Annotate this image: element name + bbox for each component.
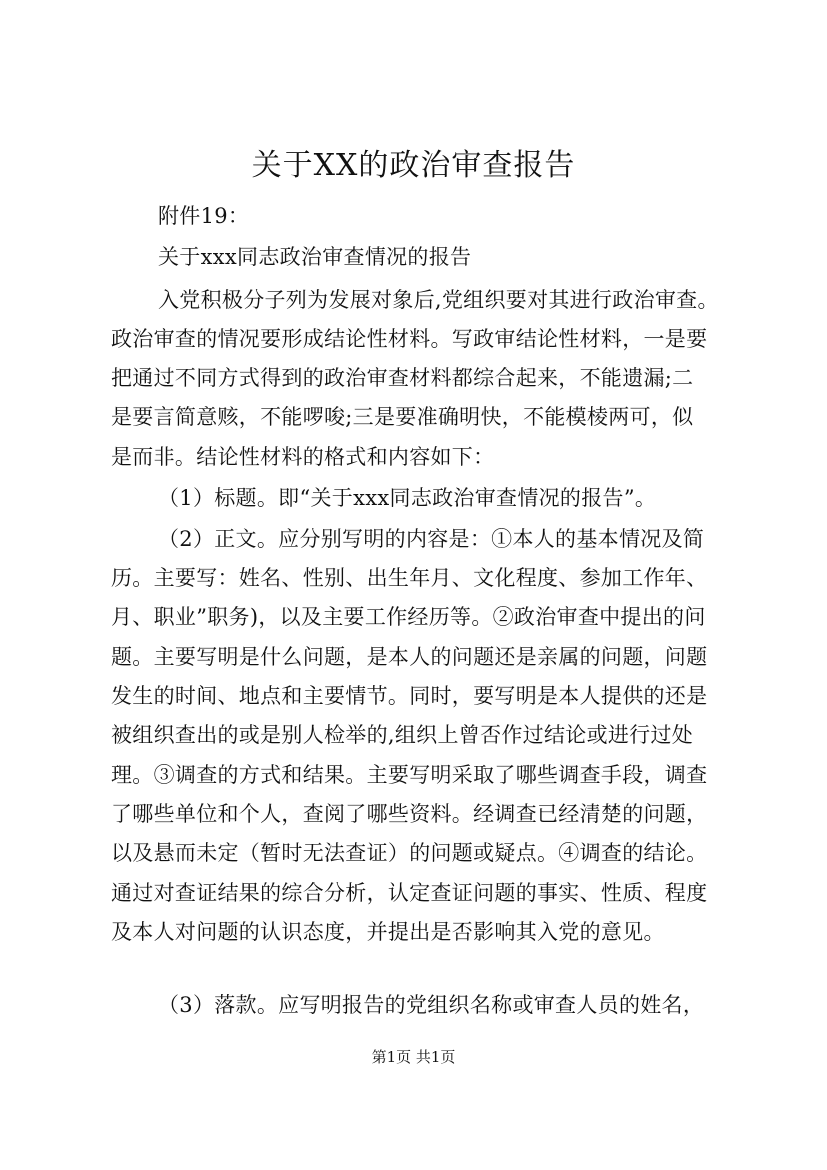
paragraph-line: （2）正文。应分别写明的内容是：①本人的基本情况及简 (158, 527, 705, 551)
paragraph-line: 把通过不同方式得到的政治审查材料都综合起来，不能遗漏;二 (111, 366, 694, 390)
paragraph-line: （3）落款。应写明报告的党组织名称或审查人员的姓名， (158, 993, 705, 1017)
paragraph-line: 理。③调查的方式和结果。主要写明采取了哪些调查手段，调查 (111, 763, 708, 787)
attachment-label: 附件19： (158, 204, 250, 228)
paragraph-line: 被组织查出的或是别人检举的,组织上曾否作过结论或进行过处 (111, 723, 694, 747)
paragraph-line: 了哪些单位和个人，查阅了哪些资料。经调查已经清楚的问题， (111, 802, 708, 826)
paragraph-line: 以及悬而未定（暂时无法查证）的问题或疑点。④调查的结论。 (111, 841, 708, 865)
paragraph-line: 发生的时间、地点和主要情节。同时，要写明是本人提供的还是 (111, 684, 708, 708)
paragraph-line: 及本人对问题的认识态度，并提出是否影响其入党的意见。 (111, 920, 665, 944)
paragraph-line: 月、职业”职务)，以及主要工作经历等。②政治审查中提出的问 (111, 605, 706, 629)
paragraph-line: 通过对查证结果的综合分析，认定查证问题的事实、性质、程度 (111, 881, 708, 905)
paragraph-line: 政治审查的情况要形成结论性材料。写政审结论性材料，一是要 (111, 327, 708, 351)
page-number: 第1页 共1页 (371, 1048, 456, 1066)
paragraph-line: 历。主要写：姓名、性别、出生年月、文化程度、参加工作年、 (111, 566, 708, 590)
paragraph-line: 入党积极分子列为发展对象后,党组织要对其进行政治审查。 (158, 288, 719, 312)
paragraph-line: 是要言简意赅，不能啰唆;三是要准确明快，不能模棱两可，似 (111, 405, 694, 429)
paragraph-line: 是而非。结论性材料的格式和内容如下： (111, 445, 495, 469)
paragraph-line: （1）标题。即“关于xxx同志政治审查情况的报告”。 (158, 486, 657, 510)
report-subtitle: 关于xxx同志政治审查情况的报告 (158, 245, 472, 269)
paragraph-line: 题。主要写明是什么问题，是本人的问题还是亲属的问题，问题 (111, 645, 708, 669)
document-title: 关于XX的政治审查报告 (251, 148, 576, 183)
